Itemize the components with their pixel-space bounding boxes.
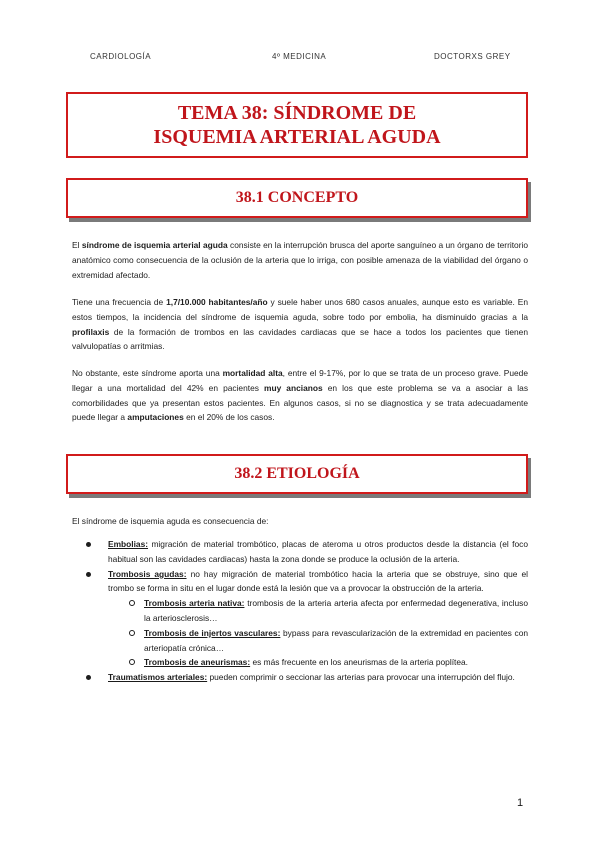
sublist-item-text: es más frecuente en los aneurismas de la arteria poplítea. [250, 657, 468, 668]
header-author: DOCTORXS GREY [434, 52, 511, 61]
sublist-item-text: trombosis de la arteria arteria afecta por enfermedad degenerativa, incluso la arteriosclerosis… [144, 598, 528, 623]
title-box [66, 92, 528, 158]
bold-term: profilaxis [72, 326, 110, 337]
page-title: TEMA 38: SÍNDROME DE ISQUEMIA ARTERIAL AGUDA [153, 102, 441, 148]
sublist-item [72, 626, 528, 656]
text-run: y suele haber unos 680 casos anuales, aunque esto es variable. En estos tiempos, la incidencia del síndrome de isquemia aguda, sobre todo por embolia, ha disminuido gracias a la [72, 297, 528, 322]
text-run: de la formación de trombos en las cavidades cardiacas que se hace a todos los pacientes que tienen valvulopatías o arritmias. [72, 326, 528, 352]
bullet-icon [86, 572, 91, 577]
header-course: 4º MEDICINA [272, 52, 327, 61]
text-run: en el 20% de los casos. [183, 412, 275, 423]
paragraph-definition [72, 238, 528, 282]
paragraph-mortality [72, 366, 528, 425]
hollow-bullet-icon [129, 600, 135, 606]
header-subject: CARDIOLOGÍA [90, 52, 152, 61]
text-run: consiste en la interrupción brusca del aporte sanguíneo a un órgano de territorio anatómico como consecuencia de la oclusión de la arteria que lo irriga, con posible amenaza de la viabilidad del órgano o extremidad afectado. [72, 240, 529, 280]
sublist-item-label: Trombosis de injertos vasculares: [144, 627, 281, 638]
list-item-trombosis [72, 567, 528, 671]
bold-term: mortalidad alta [222, 368, 283, 378]
text-run: , entre el 9-17%, por lo que se trata de un proceso grave. Puede llegar a una mortalidad del 42% en pacientes [72, 368, 529, 393]
paragraph-etiology-intro: El síndrome de isquemia aguda es consecuencia de: [72, 516, 269, 526]
sublist-item-label: Trombosis arteria nativa: [144, 598, 245, 609]
list-item-text: migración de material trombótico, placas de ateroma u otros productos desde la distancia (el foco habitual son las cavidades cardiacas) hasta la zona donde se produce la oclusión de la arteria. [108, 539, 528, 564]
hollow-bullet-icon [129, 630, 135, 636]
bullet-icon [86, 675, 91, 680]
sublist-item [72, 596, 528, 626]
list-item-label: Traumatismos arteriales: [108, 672, 208, 683]
bullet-icon [86, 542, 91, 547]
list-item-traumatismos [72, 670, 528, 685]
bold-term: 1,7/10.000 habitantes/año [166, 297, 268, 307]
section-heading-concepto: 38.1 CONCEPTO [235, 189, 359, 206]
text-run: El [72, 240, 82, 250]
paragraph-frequency [72, 295, 528, 354]
section-heading-etiologia: 38.2 ETIOLOGÍA [234, 465, 360, 482]
section-heading-box-concepto [66, 178, 528, 218]
list-item-label: Trombosis agudas: [108, 568, 187, 579]
etiology-list [72, 537, 528, 685]
list-item-text: pueden comprimir o seccionar las arterias para provocar una interrupción del flujo. [207, 672, 515, 683]
list-item-label: Embolias: [108, 539, 149, 549]
text-run: No obstante, este síndrome aporta una [72, 368, 223, 378]
bold-term: muy ancianos [264, 382, 323, 393]
bold-term: síndrome de isquemia arterial aguda [81, 240, 228, 250]
list-item-text: no hay migración de material trombótico hacia la arteria que se obstruye, sino que el trombo se forma in situ en el lugar donde está la lesión que va a provocar la obstrucción de la arteria. [108, 568, 528, 594]
trombosis-sublist [108, 596, 528, 670]
text-run: en los que este problema se va a asociar a las comorbilidades que ya presentan estos pacientes. En algunos casos, si no se diagnostica y se trata adecuadamente puede llegar a [72, 382, 529, 423]
hollow-bullet-icon [129, 659, 135, 665]
text-run: Tiene una frecuencia de [72, 297, 167, 307]
page-number: 1 [517, 797, 524, 809]
sublist-item-text: bypass para revascularización de la extremidad en pacientes con arteriopatía crónica… [144, 627, 529, 653]
bold-term: amputaciones [127, 412, 184, 423]
section-heading-box-etiologia [66, 454, 528, 494]
sublist-item-label: Trombosis de aneurismas: [144, 657, 251, 668]
list-item-embolias [72, 537, 528, 567]
sublist-item [72, 655, 528, 670]
